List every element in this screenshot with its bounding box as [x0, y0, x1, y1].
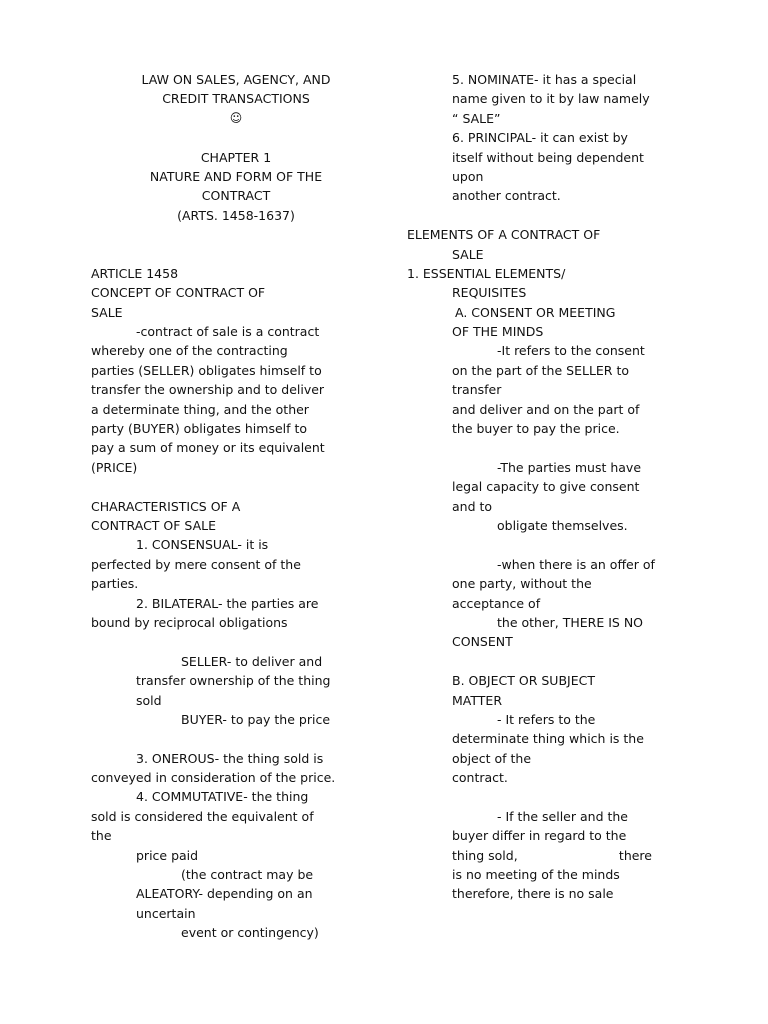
principal-line: 6. PRINCIPAL- it can exist by: [452, 130, 628, 146]
seller-obligation-line: sold: [136, 692, 162, 708]
definition-line: pay a sum of money or its equivalent: [91, 440, 325, 456]
consensual-line: parties.: [91, 576, 139, 592]
nominate-line: name given to it by law namely: [452, 91, 650, 107]
commutative-line: 4. COMMUTATIVE- the thing: [136, 789, 309, 805]
seller-obligation-line: SELLER- to deliver and: [181, 653, 323, 669]
commutative-line: price paid: [136, 847, 199, 863]
object-paragraph-line: buyer differ in regard to the: [452, 828, 627, 844]
aleatory-line: (the contract may be: [181, 867, 314, 883]
consensual-line: 1. CONSENSUAL- it is: [136, 537, 269, 553]
object-paragraph-line: is no meeting of the minds: [452, 867, 620, 883]
principal-line: another contract.: [452, 188, 561, 204]
consent-paragraph-line: legal capacity to give consent: [452, 479, 640, 495]
consent-paragraph-line: the other, THERE IS NO: [497, 614, 644, 630]
definition-line: a determinate thing, and the other: [91, 401, 309, 417]
definition-line: parties (SELLER) obligates himself to: [91, 362, 322, 378]
buyer-obligation-line: BUYER- to pay the price: [181, 711, 331, 727]
chapter-number: CHAPTER 1: [200, 149, 272, 165]
bilateral-line: 2. BILATERAL- the parties are: [136, 595, 319, 611]
consent-paragraph-line: CONSENT: [452, 634, 513, 650]
definition-line: transfer the ownership and to deliver: [91, 382, 325, 398]
object-paragraph-line: object of the: [452, 750, 532, 766]
consent-paragraph-line: one party, without the: [452, 576, 592, 592]
object-paragraph-line: contract.: [452, 770, 508, 786]
object-paragraph-line: determinate thing which is the: [452, 731, 644, 747]
principal-line: itself without being dependent: [452, 149, 644, 165]
essential-elements-heading: 1. ESSENTIAL ELEMENTS/: [407, 265, 566, 281]
object-paragraph-line: - If the seller and the: [497, 808, 628, 824]
consent-paragraph-line: -The parties must have: [497, 459, 642, 475]
object-paragraph-split-left: thing sold,: [452, 847, 518, 863]
seller-obligation-line: transfer ownership of the thing: [136, 673, 331, 689]
elements-heading-line-2: SALE: [452, 246, 484, 262]
elements-heading-line-1: ELEMENTS OF A CONTRACT OF: [407, 227, 601, 243]
aleatory-line: uncertain: [136, 905, 196, 921]
object-heading-line-1: B. OBJECT OR SUBJECT: [452, 673, 595, 689]
essential-elements-subheading: REQUISITES: [452, 285, 527, 301]
chapter-title-line-1: NATURE AND FORM OF THE: [149, 168, 323, 184]
article-heading-line-2: SALE: [91, 304, 123, 320]
consent-paragraph-line: on the part of the SELLER to: [452, 362, 630, 378]
consent-heading-line-1: A. CONSENT OR MEETING: [455, 304, 616, 320]
object-paragraph-line: - It refers to the: [497, 711, 596, 727]
consent-paragraph-line: -It refers to the consent: [497, 343, 645, 359]
chapter-title-line-2: CONTRACT: [201, 188, 271, 204]
nominate-line: “ SALE”: [452, 110, 501, 126]
object-paragraph-split-line: [407, 846, 652, 865]
article-heading-line-1: CONCEPT OF CONTRACT OF: [91, 285, 266, 301]
object-paragraph-split-right: there: [618, 847, 652, 863]
onerous-line: conveyed in consideration of the price.: [91, 770, 336, 786]
document-title-line-1: LAW ON SALES, AGENCY, AND: [141, 72, 331, 87]
nominate-line: 5. NOMINATE- it has a special: [452, 72, 637, 87]
consent-paragraph-line: the buyer to pay the price.: [452, 421, 620, 437]
smiley-icon: ☺: [229, 110, 243, 125]
article-number: ARTICLE 1458: [91, 265, 179, 281]
definition-line: party (BUYER) obligates himself to: [91, 421, 308, 437]
definition-line: -contract of sale is a contract: [136, 324, 320, 340]
left-column: [91, 70, 381, 943]
object-paragraph-line: therefore, there is no sale: [452, 886, 614, 902]
object-heading-line-2: MATTER: [452, 692, 502, 708]
consent-paragraph-line: acceptance of: [452, 595, 541, 611]
bilateral-line: bound by reciprocal obligations: [91, 614, 288, 630]
consent-heading-line-2: OF THE MINDS: [452, 324, 544, 340]
consent-paragraph-line: obligate themselves.: [497, 517, 628, 533]
articles-range: (ARTS. 1458-1637): [177, 207, 295, 223]
onerous-line: 3. ONEROUS- the thing sold is: [136, 750, 324, 766]
right-column: [407, 70, 697, 904]
consent-paragraph-line: and to: [452, 498, 493, 514]
consensual-line: perfected by mere consent of the: [91, 556, 301, 572]
consent-paragraph-line: -when there is an offer of: [497, 556, 655, 572]
commutative-line: the: [91, 828, 112, 844]
document-title-line-2: CREDIT TRANSACTIONS: [162, 91, 310, 107]
principal-line: upon: [452, 168, 484, 184]
consent-paragraph-line: and deliver and on the part of: [452, 401, 640, 417]
consent-paragraph-line: transfer: [452, 382, 502, 398]
aleatory-line: ALEATORY- depending on an: [136, 886, 313, 902]
characteristics-heading-line-2: CONTRACT OF SALE: [91, 517, 216, 533]
aleatory-line: event or contingency): [181, 925, 319, 941]
definition-line: whereby one of the contracting: [91, 343, 288, 359]
definition-line: (PRICE): [91, 459, 138, 475]
characteristics-heading-line-1: CHARACTERISTICS OF A: [91, 498, 241, 514]
commutative-line: sold is considered the equivalent of: [91, 808, 314, 824]
